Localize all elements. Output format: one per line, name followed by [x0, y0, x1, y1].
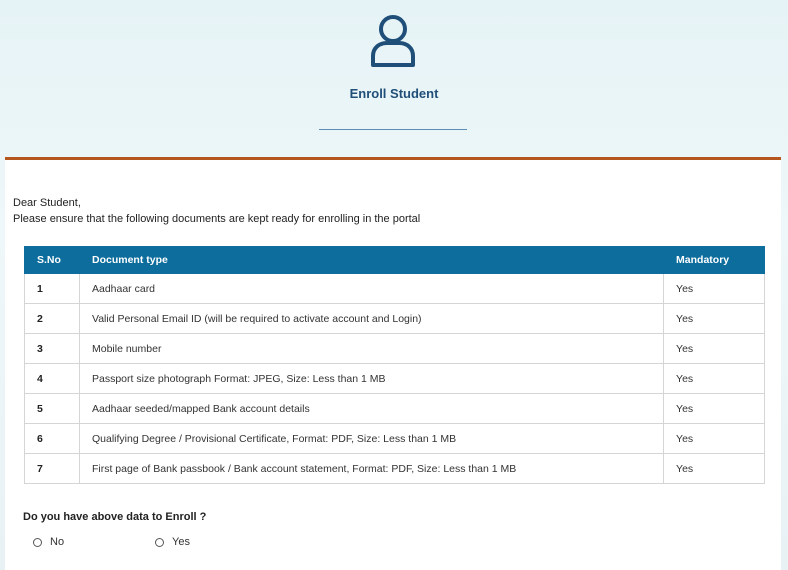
table-header-row: [25, 247, 765, 274]
cell-document-type: Passport size photograph Format: JPEG, Size: Less than 1 MB: [79, 364, 663, 394]
column-header-sno: S.No: [25, 247, 80, 274]
table-row: [25, 394, 765, 424]
radio-yes-label: Yes: [172, 536, 190, 548]
cell-mandatory: Yes: [664, 394, 765, 424]
cell-document-type: Valid Personal Email ID (will be required to activate account and Login): [79, 304, 663, 334]
page-title: Enroll Student: [349, 86, 439, 101]
enroll-question: Do you have above data to Enroll ?: [23, 511, 207, 523]
cell-mandatory: Yes: [664, 454, 765, 484]
salutation: Dear Student,: [13, 197, 81, 209]
table-row: [25, 274, 765, 304]
column-header-mandatory: Mandatory: [664, 247, 765, 274]
cell-sno: 6: [25, 424, 80, 454]
cell-sno: 4: [25, 364, 80, 394]
cell-mandatory: Yes: [664, 304, 765, 334]
documents-table: [24, 246, 765, 484]
cell-document-type: First page of Bank passbook / Bank account statement, Format: PDF, Size: Less than 1 MB: [79, 454, 663, 484]
instruction-text: Please ensure that the following documents are kept ready for enrolling in the portal: [13, 213, 421, 225]
cell-mandatory: Yes: [664, 334, 765, 364]
radio-option-yes[interactable]: [155, 536, 190, 548]
cell-sno: 7: [25, 454, 80, 484]
radio-no[interactable]: [33, 538, 42, 547]
radio-yes[interactable]: [155, 538, 164, 547]
radio-option-no[interactable]: [33, 536, 64, 548]
column-header-document-type: Document type: [79, 247, 663, 274]
radio-no-label: No: [50, 536, 65, 548]
cell-mandatory: Yes: [664, 274, 765, 304]
cell-document-type: Qualifying Degree / Provisional Certificate, Format: PDF, Size: Less than 1 MB: [79, 424, 663, 454]
enroll-card: [5, 157, 781, 570]
table-row: [25, 364, 765, 394]
table-row: [25, 454, 765, 484]
cell-sno: 2: [25, 304, 80, 334]
cell-document-type: Mobile number: [79, 334, 663, 364]
table-row: [25, 424, 765, 454]
cell-sno: 3: [25, 334, 80, 364]
enroll-header: [0, 0, 788, 156]
greeting: [13, 195, 420, 227]
table-row: [25, 304, 765, 334]
title-underline: [319, 129, 467, 130]
user-icon: [367, 12, 419, 68]
cell-sno: 1: [25, 274, 80, 304]
cell-document-type: Aadhaar seeded/mapped Bank account details: [79, 394, 663, 424]
cell-sno: 5: [25, 394, 80, 424]
cell-document-type: Aadhaar card: [79, 274, 663, 304]
cell-mandatory: Yes: [664, 424, 765, 454]
table-row: [25, 334, 765, 364]
cell-mandatory: Yes: [664, 364, 765, 394]
